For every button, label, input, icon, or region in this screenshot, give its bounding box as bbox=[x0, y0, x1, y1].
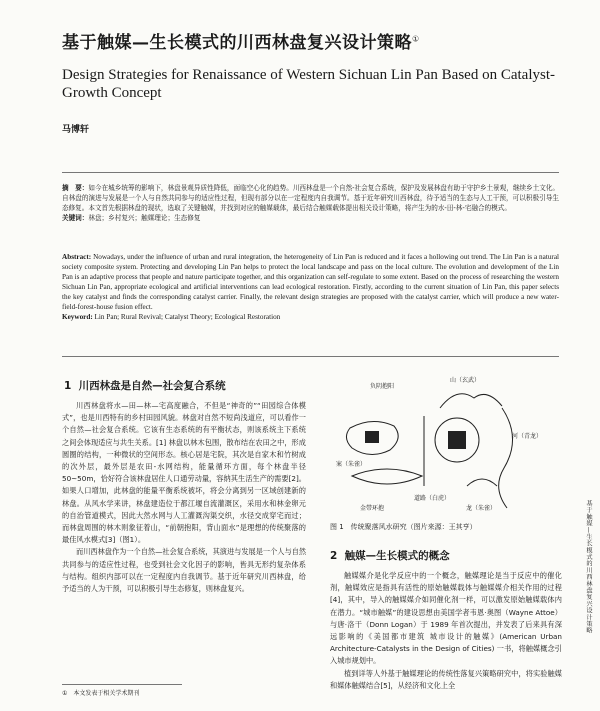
section1-paragraph-1: 川西林盘将水—田—林—宅高度融合，不但是“神奇的”“田园综合体模式”，也是川西特有的乡村田园风貌。林盘对自然不短尚浅道应，可以看作一个自然—社会复合系统。它该有生态系统的有平衡状态，则该系统主下系统之间会体现适应与共生关系。[1] 林盘以林木包围，散布结在农田之中，形成圆圈的结构，一种微状的空间形态。核心居是宅院，其次是自家木和竹树成的次外层，最外层是农田-水网结构，能量循环方面，每个林盘半径50~50m，恰好符合该林盘居住人口通劳动量，容纳其生活生产的需要[2]。如果人口增加，此林盘的能量平衡系统被坏，将会分离到另一区域创建新的林盘。从风水学来讲，林盘建造位于都江堰自流灌溉区，采用水和林金卵元的自治管道模式，因此大然水网与人工灌溉沟渠交织，水径交成穿宅而过；而林盘周围的林木则象征着山，“前朝抱阳，背山面水”是理想的传统聚落的最佳风水模式[3]（图1）。 bbox=[62, 401, 306, 545]
section2-paragraph-2: 植到详等人外基于触媒理论的传统性落复兴策略研究中，将实验触媒和媒体触媒结合[5]，从经济和文化上全 bbox=[330, 668, 562, 690]
label-road: 道路（白虎） bbox=[414, 495, 451, 502]
abstract-en-label: Abstract: bbox=[62, 253, 92, 261]
section2-title: 触媒—生长模式的概念 bbox=[344, 550, 450, 562]
label-bottom-left: 金带环抱 bbox=[360, 505, 385, 512]
left-settlement-block bbox=[365, 431, 379, 443]
figure-1-fengshui-diagram bbox=[332, 368, 562, 516]
abstract-cn-label: 摘 要： bbox=[62, 184, 89, 192]
section1-paragraph-2: 而川西林盘作为一个自然—社会复合系统，其演进与发展是一个人与自然共同参与的适应性过程，也受到社会文化因子的影响，皆具无形约复杂体系与结构。组织内部可以在一定程度内自我调节。基于近年研究川西林盘，给予适当的人为干预，可以积极引导生态修复，则林盘复兴。 bbox=[62, 547, 307, 594]
footnote-rule bbox=[62, 684, 182, 685]
keywords-cn-label: 关键词： bbox=[62, 214, 89, 222]
label-left: 案（朱雀） bbox=[336, 461, 367, 468]
divider-top bbox=[62, 172, 559, 173]
section1-title: 川西林盘是自然—社会复合系统 bbox=[78, 380, 226, 392]
river-curve bbox=[499, 408, 513, 508]
abstract-cn-text: 如今在城乡统筹的影响下，林盘景观异质性降低，面临空心化的趋势。川西林盘是一个自然-社会复合系统，保护及发展林盘有助于守护乡土景观，继续乡土文化。自林盘的演进与发展是一个人与自然共同参与的适应性过程，但现有部分以在一定程度内自我调节。基于近年研究川西林盘，待予适当的生态与人工干预，可以积极引导生态修复。本文首先根据林盘的现状，选取了关键触媒，并找到对应的触媒载体，最后结合触媒载体提出相关设计策略，将产生为的水-田-林-宅融合的模式。 bbox=[62, 184, 559, 212]
paper-title-en: Design Strategies for Renaissance of Western Sichuan Lin Pan Based on Catalyst-Growth Concept bbox=[62, 67, 555, 101]
right-column bbox=[330, 570, 562, 690]
section2-heading bbox=[330, 548, 450, 563]
label-top-left: 负阴抱阳 bbox=[370, 383, 395, 390]
keywords-en-label: Keyword: bbox=[62, 313, 93, 321]
section2-number: 2 bbox=[330, 550, 338, 562]
mountain-outline bbox=[440, 394, 502, 408]
keywords-cn-text: 林盘；乡村复兴；触媒理论；生态修复 bbox=[88, 214, 201, 222]
label-top-right: 山（玄武） bbox=[450, 377, 481, 384]
bottom-ring bbox=[352, 469, 422, 484]
section1-number: 1 bbox=[64, 380, 72, 392]
section2-paragraph-1: 触媒媒介是化学反应中的一个概念，触媒理论是当于反应中的催化剂，触媒效应是指具有活性的原始触媒载体与触媒媒介相关作用的过程[4]，其中，导入的触媒媒介如同催化剂一样，可以激发原始触媒载体内在潜力。“城市触媒”的建设思想由美国学者韦恩·奥图（Wayne Attoe）与唐·洛干（Donn Logan）于 1989 年首次提出，并发表了后来具有深远影响的《美国都市建筑 城市设计的触媒》(American Urban Architecture-Catalysts in the Design of Cities) 一书，将触媒概念引入城市规划中。 bbox=[330, 571, 562, 666]
left-column bbox=[62, 400, 306, 682]
label-right: 河（青龙） bbox=[512, 433, 543, 440]
paper-title-cn bbox=[62, 28, 420, 53]
abstract-en-text: Nowadays, under the influence of urban and rural integration, the heterogeneity of Lin Pan is reduced and it faces a hollowing out trend. The Lin Pan is a natural society composite system. Protecting and developing Lin Pan helps to protect the local landscape and pass on the local culture. The evolution and development of the Lin Pan is an adaptive process that people and nature participate together, and this organization can self-regulate to some extent. Based on the process of researching the western Sichuan Lin Pan, appropriate ecological and artificial interventions can lead ecological restoration. Firstly, according to the current situation of Lin Pan, this paper selects the key catalyst and finds the corresponding catalyst carrier. Finally, the relevant design strategies are proposed with the catalyst carrier, which will produce a new water-field-forest-house fusion effect. bbox=[62, 253, 560, 311]
author-name: 马博轩 bbox=[62, 125, 90, 135]
abstract-en bbox=[62, 252, 559, 322]
title-footnote-marker: ① bbox=[412, 34, 420, 44]
running-side-title: 基于触媒—生长模式的川西林盘复兴设计策略 bbox=[585, 500, 592, 634]
keywords-en-text: Lin Pan; Rural Revival; Catalyst Theory; Ecological Restoration bbox=[94, 313, 281, 321]
label-bottom-right: 龙（朱雀） bbox=[466, 505, 497, 512]
footnote: ① 本文发表于相关学术期刊 bbox=[62, 690, 140, 697]
divider-bottom bbox=[62, 356, 559, 357]
section1-heading bbox=[64, 378, 226, 393]
paper-title-cn-text: 基于触媒—生长模式的川西林盘复兴设计策略 bbox=[62, 33, 412, 53]
abstract-cn bbox=[62, 183, 559, 223]
bottom-right-hill bbox=[467, 479, 497, 486]
settlement-block bbox=[448, 431, 466, 449]
figure-1-caption: 图 1 传统聚落风水研究（图片来源：王其亨） bbox=[330, 523, 477, 531]
